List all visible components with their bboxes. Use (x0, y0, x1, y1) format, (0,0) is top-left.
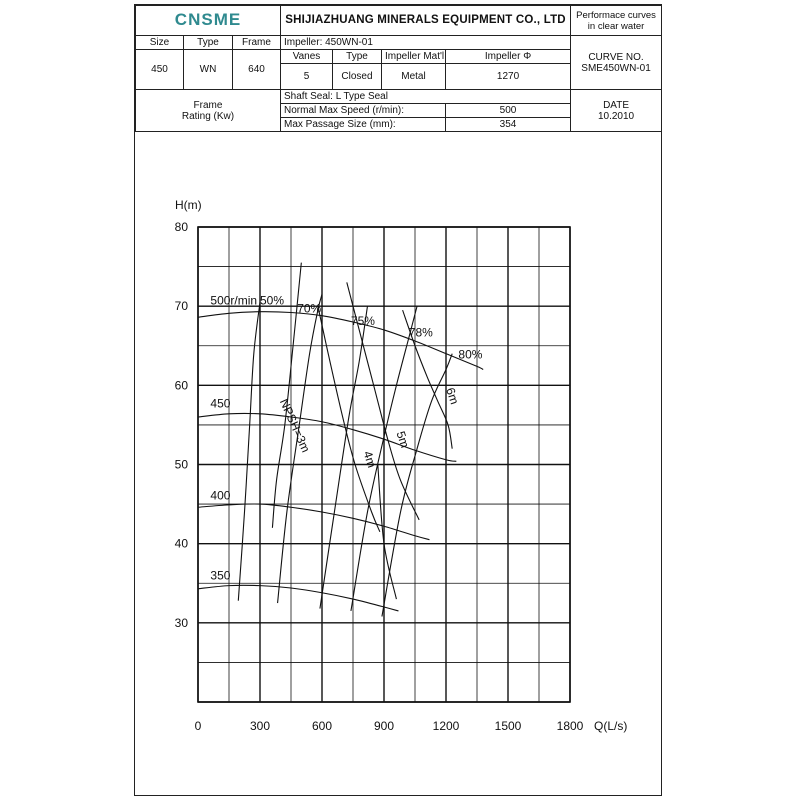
head-curve-label: 450 (210, 396, 231, 411)
impeller-diameter-value: 1270 (446, 64, 571, 90)
company-name: SHIJIAZHUANG MINERALS EQUIPMENT CO., LTD (281, 6, 571, 36)
x-axis-label: Q(L/s) (594, 719, 628, 733)
curve-no-value: SME450WN-01 (581, 62, 651, 74)
efficiency-label: 75% (350, 314, 375, 329)
max-passage-label: Max Passage Size (mm): (281, 118, 446, 132)
impeller-type-value: Closed (333, 64, 382, 90)
vanes-label: Vanes (281, 50, 333, 64)
head-curve (198, 504, 429, 540)
type-label: Type (184, 36, 233, 50)
efficiency-curve (320, 306, 368, 608)
x-tick-label: 1500 (494, 719, 522, 733)
head-curve-label: 500r/min (210, 293, 258, 308)
x-tick-label: 1200 (432, 719, 460, 733)
frame-label: Frame (233, 36, 281, 50)
impeller-material-value: Metal (382, 64, 446, 90)
efficiency-curve (238, 302, 260, 600)
impeller-model: Impeller: 450WN-01 (281, 36, 571, 50)
x-tick-label: 600 (311, 719, 333, 733)
company-logo: CNSME (174, 9, 242, 29)
curve-no-label: CURVE NO. (588, 51, 644, 63)
max-speed-value: 500 (446, 104, 571, 118)
vanes-value: 5 (281, 64, 333, 90)
x-tick-label: 300 (249, 719, 271, 733)
head-curve-label: 350 (210, 568, 231, 583)
impeller-type-label: Type (333, 50, 382, 64)
y-axis-label: H(m) (175, 198, 202, 212)
type-value: WN (184, 50, 233, 90)
efficiency-curve (382, 354, 452, 617)
frame-value: 640 (233, 50, 281, 90)
x-tick-label: 1800 (556, 719, 584, 733)
y-tick-label: 30 (174, 615, 188, 630)
impeller-material-label: Impeller Mat'l (382, 50, 446, 64)
head-curve-label: 400 (210, 488, 231, 503)
chart-labels (210, 294, 482, 583)
date-label: DATE (603, 99, 629, 111)
max-passage-value: 354 (446, 118, 571, 132)
efficiency-label: 50% (260, 293, 285, 308)
x-tick-label: 0 (194, 719, 202, 733)
max-speed-label: Normal Max Speed (r/min): (281, 104, 446, 118)
y-tick-label: 60 (174, 378, 188, 393)
frame-rating-line-2: Rating (Kw) (181, 110, 235, 122)
npsh-label: NPSH=3m (276, 396, 313, 455)
x-tick-label: 900 (373, 719, 395, 733)
head-curve (198, 585, 398, 611)
y-tick-label: 40 (174, 536, 188, 551)
impeller-diameter-label: Impeller Φ (446, 50, 571, 64)
note-line-1: Performace curves (576, 9, 656, 21)
npsh-label: 5m (393, 429, 413, 450)
y-tick-label: 80 (174, 220, 188, 234)
chart-axes (175, 198, 628, 733)
auxiliary-curve (378, 465, 397, 600)
head-curve (198, 413, 456, 461)
efficiency-label: 70% (297, 301, 322, 316)
npsh-label: 6m (443, 385, 462, 407)
chart-curves (198, 263, 483, 617)
date-value: 10.2010 (597, 110, 635, 122)
frame-rating-line-1: Frame (193, 99, 223, 111)
y-tick-label: 70 (174, 299, 188, 314)
npsh-label: 4m (360, 449, 379, 470)
size-value: 450 (136, 50, 184, 90)
y-tick-label: 50 (174, 457, 188, 472)
efficiency-label: 78% (408, 325, 433, 340)
size-label: Size (136, 36, 184, 50)
shaft-seal: Shaft Seal: L Type Seal (281, 90, 571, 104)
head-curve (198, 312, 483, 370)
note-line-2: in clear water (587, 20, 645, 32)
efficiency-label: 80% (458, 347, 483, 362)
